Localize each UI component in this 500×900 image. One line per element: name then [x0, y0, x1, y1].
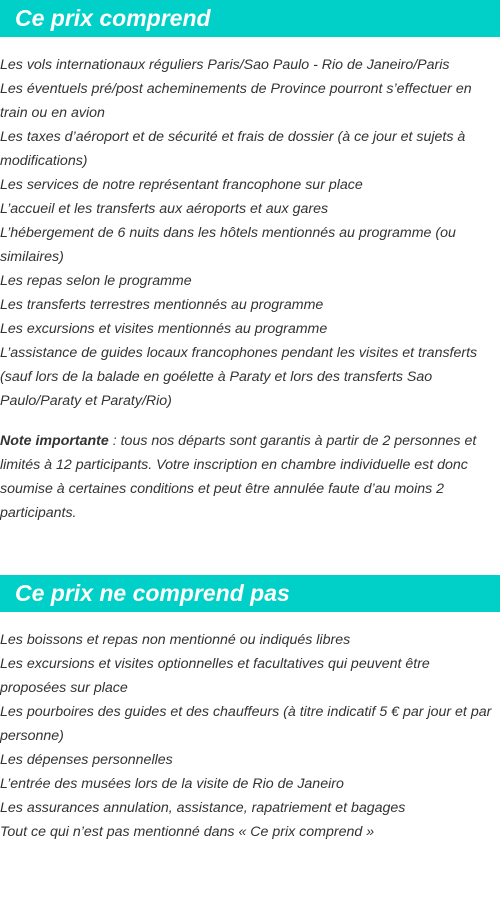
list-item: L’assistance de guides locaux francophones pendant les visites et transferts (sauf lors de la balade en goélette à Paraty et lors des transferts Sao Paulo/Paraty et Paraty/Rio) — [0, 345, 478, 409]
price-includes-heading: Ce prix comprend — [0, 0, 500, 37]
list-item: Les éventuels pré/post acheminements de Province pourront s’effectuer en train ou en avion — [0, 81, 472, 121]
list-item: L’entrée des musées lors de la visite de Rio de Janeiro — [0, 776, 344, 792]
price-excludes-section — [0, 575, 500, 844]
list-item: Les vols internationaux réguliers Paris/Sao Paulo - Rio de Janeiro/Paris — [0, 57, 450, 73]
list-item: Les assurances annulation, assistance, rapatriement et bagages — [0, 800, 406, 816]
list-item: Les excursions et visites optionnelles et facultatives qui peuvent être proposées sur place — [0, 656, 430, 696]
list-item: Les pourboires des guides et des chauffeurs (à titre indicatif 5 € par jour et par personne) — [0, 704, 492, 744]
list-item: Tout ce qui n’est pas mentionné dans « Ce prix comprend » — [0, 824, 375, 840]
price-excludes-list — [0, 612, 500, 844]
list-item: Les repas selon le programme — [0, 273, 192, 289]
important-note-label: Note importante — [0, 433, 109, 449]
list-item: Les taxes d’aéroport et de sécurité et frais de dossier (à ce jour et sujets à modifications) — [0, 129, 466, 169]
list-item: Les services de notre représentant francophone sur place — [0, 177, 363, 193]
price-excludes-heading: Ce prix ne comprend pas — [0, 575, 500, 612]
important-note — [0, 429, 496, 525]
important-note-text: : tous nos départs sont garantis à partir de 2 personnes et limités à 12 participants. Votre inscription en chambre individuelle est donc soumise à certaines conditions et peut être annulée faute d’au moins 2 participants. — [0, 433, 477, 521]
list-item: Les excursions et visites mentionnés au programme — [0, 321, 328, 337]
list-item: L’hébergement de 6 nuits dans les hôtels mentionnés au programme (ou similaires) — [0, 225, 456, 265]
list-item: Les dépenses personnelles — [0, 752, 173, 768]
list-item: Les transferts terrestres mentionnés au programme — [0, 297, 324, 313]
list-item: L’accueil et les transferts aux aéroports et aux gares — [0, 201, 329, 217]
list-item: Les boissons et repas non mentionné ou indiqués libres — [0, 632, 351, 648]
price-includes-list — [0, 37, 500, 525]
